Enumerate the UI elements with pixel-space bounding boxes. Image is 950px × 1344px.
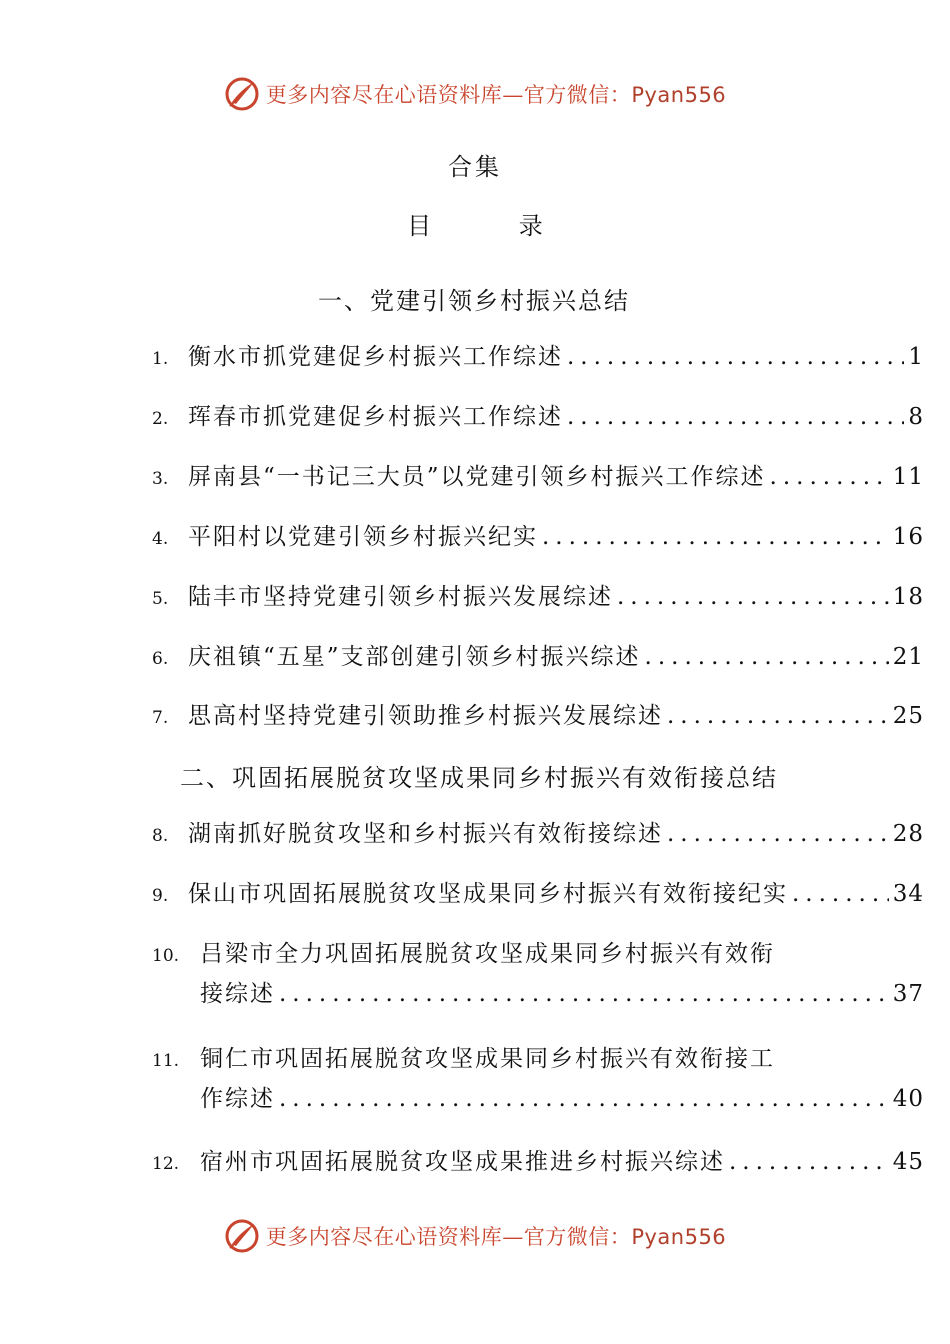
toc-entry[interactable] <box>152 458 924 498</box>
banner-text: 更多内容尽在心语资料库—官方微信：Pyan556 <box>265 83 727 107</box>
toc-entry[interactable] <box>152 638 924 678</box>
section-heading-1: 一、党建引领乡村振兴总结 <box>318 287 630 315</box>
entry-title-continued: 作综述 <box>200 1086 275 1112</box>
entry-number: 7. <box>152 708 169 728</box>
entry-page: 25 <box>892 703 924 729</box>
entry-title: 庆祖镇“五星”支部创建引领乡村振兴综述 <box>188 644 641 670</box>
entry-page: 21 <box>892 644 924 670</box>
dot-leader <box>542 524 889 550</box>
quill-pen-logo-icon <box>224 76 260 112</box>
toc-entry[interactable] <box>152 815 924 855</box>
banner-text: 更多内容尽在心语资料库—官方微信：Pyan556 <box>265 1225 727 1249</box>
dot-leader <box>667 703 889 729</box>
dot-leader <box>279 981 889 1007</box>
entry-page: 28 <box>892 821 924 847</box>
header-banner <box>0 72 950 116</box>
entry-title: 铜仁市巩固拓展脱贫攻坚成果同乡村振兴有效衔接工 <box>200 1046 775 1072</box>
dot-leader <box>567 344 904 370</box>
entry-page: 18 <box>892 584 924 610</box>
entry-title-continued: 接综述 <box>200 981 275 1007</box>
quill-pen-logo-icon <box>224 1218 260 1254</box>
toc-title: 目 录 <box>407 212 583 240</box>
entry-page: 40 <box>892 1086 924 1112</box>
dot-leader <box>617 584 889 610</box>
entry-page: 37 <box>892 981 924 1007</box>
entry-number: 5. <box>152 589 169 609</box>
toc-entry[interactable] <box>152 935 924 1015</box>
toc-entry[interactable] <box>152 578 924 618</box>
entry-number: 12. <box>152 1154 180 1174</box>
dot-leader <box>792 881 889 907</box>
entry-number: 8. <box>152 826 169 846</box>
toc-entry[interactable] <box>152 1040 924 1120</box>
toc-entry[interactable] <box>152 398 924 438</box>
toc-entry[interactable] <box>152 1143 924 1183</box>
dot-leader <box>770 464 889 490</box>
entry-title: 陆丰市坚持党建引领乡村振兴发展综述 <box>188 584 613 610</box>
entry-number: 10. <box>152 946 180 966</box>
entry-number: 6. <box>152 649 169 669</box>
entry-page: 45 <box>892 1149 924 1175</box>
dot-leader <box>645 644 889 670</box>
document-title: 合集 <box>448 153 502 181</box>
dot-leader <box>567 404 904 430</box>
section-heading-2: 二、巩固拓展脱贫攻坚成果同乡村振兴有效衔接总结 <box>180 764 778 792</box>
entry-title: 保山市巩固拓展脱贫攻坚成果同乡村振兴有效衔接纪实 <box>188 881 788 907</box>
entry-page: 8 <box>908 404 924 430</box>
entry-title: 衡水市抓党建促乡村振兴工作综述 <box>188 344 563 370</box>
dot-leader <box>667 821 889 847</box>
entry-page: 34 <box>892 881 924 907</box>
entry-title: 思高村坚持党建引领助推乡村振兴发展综述 <box>188 703 663 729</box>
entry-title: 吕梁市全力巩固拓展脱贫攻坚成果同乡村振兴有效衔 <box>200 941 775 967</box>
entry-title: 宿州市巩固拓展脱贫攻坚成果推进乡村振兴综述 <box>200 1149 725 1175</box>
entry-title: 平阳村以党建引领乡村振兴纪实 <box>188 524 538 550</box>
toc-entry[interactable] <box>152 338 924 378</box>
toc-entry[interactable] <box>152 518 924 558</box>
toc-entry[interactable] <box>152 697 924 737</box>
dot-leader <box>279 1086 889 1112</box>
footer-banner <box>0 1214 950 1258</box>
entry-number: 4. <box>152 529 169 549</box>
entry-page: 16 <box>892 524 924 550</box>
entry-number: 9. <box>152 886 169 906</box>
entry-title: 珲春市抓党建促乡村振兴工作综述 <box>188 404 563 430</box>
entry-title: 屏南县“一书记三大员”以党建引领乡村振兴工作综述 <box>188 464 766 490</box>
entry-page: 1 <box>908 344 924 370</box>
toc-entry[interactable] <box>152 875 924 915</box>
entry-number: 3. <box>152 469 169 489</box>
entry-number: 1. <box>152 349 169 369</box>
entry-title: 湖南抓好脱贫攻坚和乡村振兴有效衔接综述 <box>188 821 663 847</box>
entry-page: 11 <box>892 464 924 490</box>
dot-leader <box>729 1149 889 1175</box>
entry-number: 11. <box>152 1051 180 1071</box>
entry-number: 2. <box>152 409 169 429</box>
